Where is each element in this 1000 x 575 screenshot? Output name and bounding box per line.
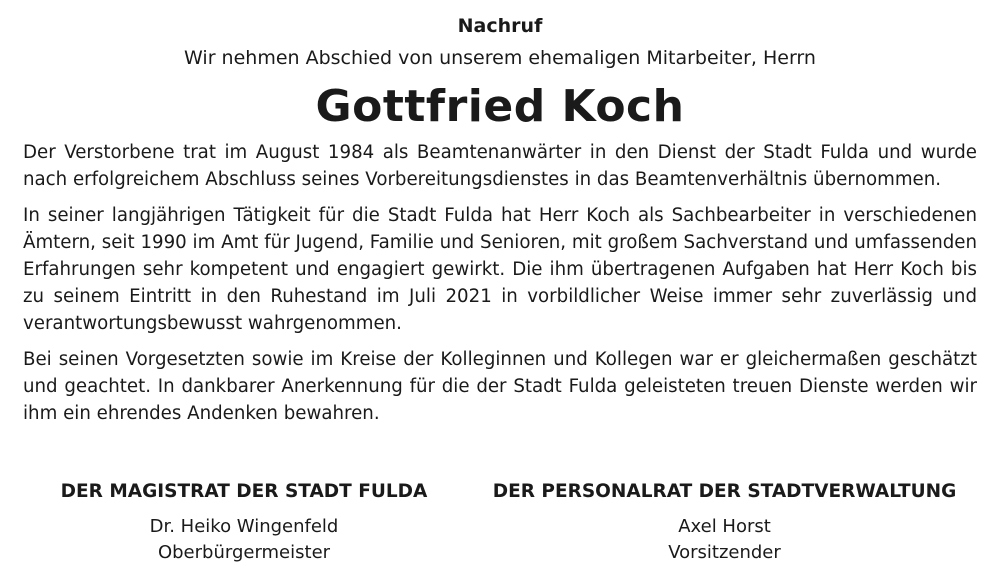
notice-heading: Nachruf <box>457 15 543 37</box>
signature-personalrat <box>462 479 987 566</box>
paragraph-career-details: In seiner langjährigen Tätigkeit für die Stadt Fulda hat Herr Koch als Sachbearbeiter in verschiedenen Ämtern, seit 1990 im Amt für Jugend, Familie und Senioren, mit großem Sachverstand und umfassenden Erfahrungen sehr kompetent und engagiert gewirkt. Die ihm übertragenen Aufgaben hat Herr Koch bis zu seinem Eintritt in den Ruhestand im Juli 2021 in vorbildlicher Weise immer sehr zuverlässig und verantwortungsbewusst wahrgenommen. <box>23 205 977 334</box>
signatory-name: Dr. Heiko Wingenfeld <box>149 516 339 537</box>
notice-body <box>23 139 977 436</box>
paragraph-tribute: Bei seinen Vorgesetzten sowie im Kreise der Kolleginnen und Kollegen war er gleichermaßen geschätzt und geachtet. In dankbarer Anerkennung für die der Stadt Fulda geleisteten treuen Dienste werden wir ihm ein ehrendes Andenken bewahren. <box>23 349 977 424</box>
paragraph-career-start: Der Verstorbene trat im August 1984 als Beamtenanwärter in den Dienst der Stadt Fulda und wurde nach erfolgreichem Abschluss seines Vorbereitungsdienstes in das Beamtenverhältnis übernommen. <box>23 142 977 190</box>
signature-organization: DER MAGISTRAT DER STADT FULDA <box>60 481 428 502</box>
signatory-title: Oberbürgermeister <box>157 542 331 563</box>
signature-section <box>0 479 1000 569</box>
deceased-name: Gottfried Koch <box>315 81 685 132</box>
signatory-title: Vorsitzender <box>668 542 781 563</box>
signature-magistrat <box>38 479 450 566</box>
notice-intro: Wir nehmen Abschied von unserem ehemaligen Mitarbeiter, Herrn <box>184 47 816 69</box>
signature-organization: DER PERSONALRAT DER STADTVERWALTUNG <box>492 481 957 502</box>
signatory-name: Axel Horst <box>678 516 771 537</box>
